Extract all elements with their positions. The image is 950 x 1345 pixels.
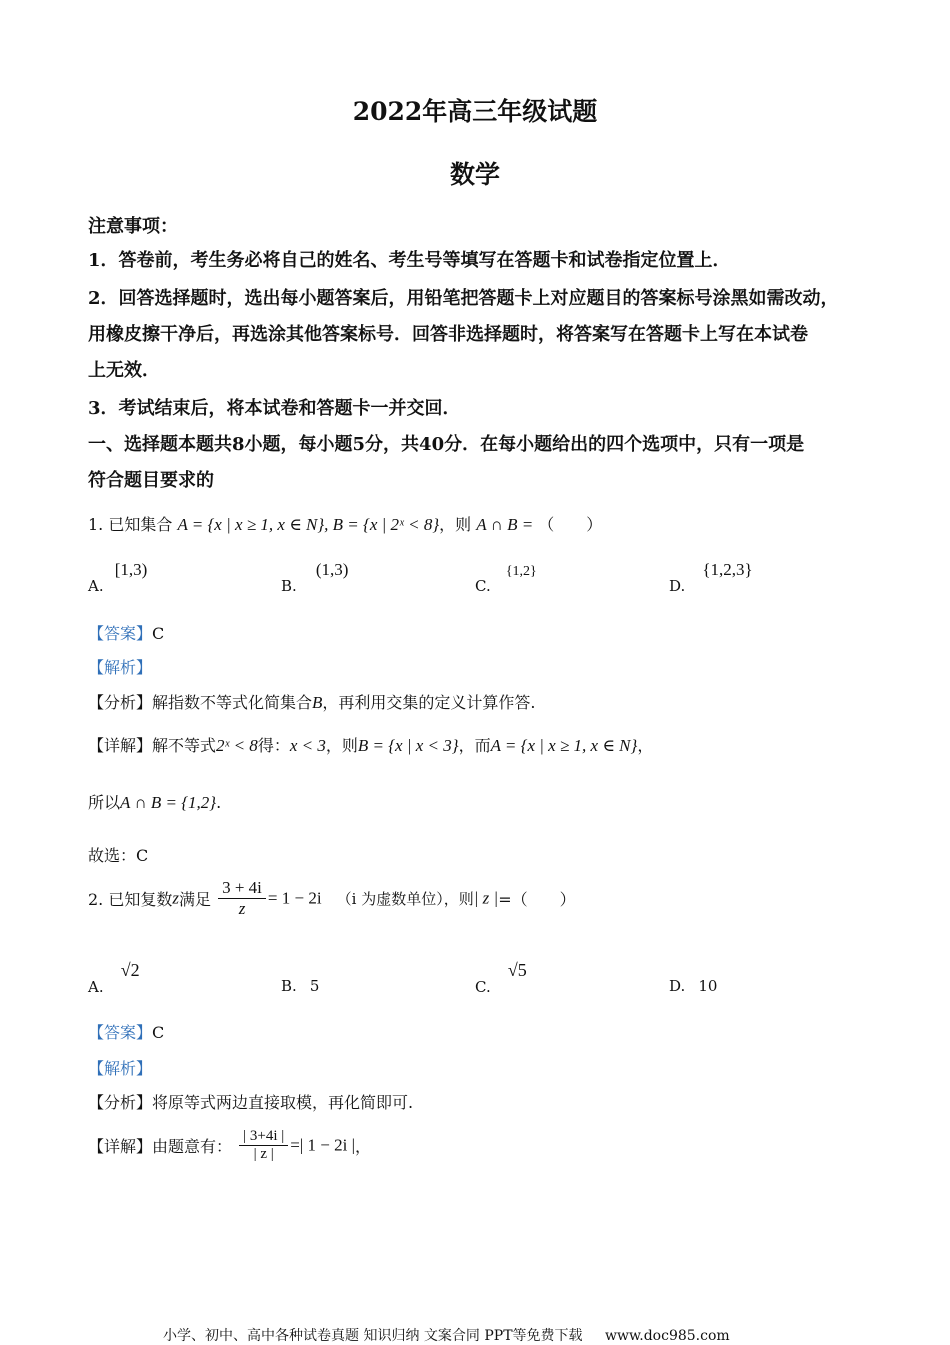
q2-note: （i 为虚数单位），则	[336, 890, 474, 908]
q2-fenxi	[88, 1090, 413, 1113]
q2-xj-num: | 3+4i |	[239, 1128, 288, 1146]
q1-paren: （ ）	[538, 515, 603, 534]
q2-frac-den: z	[238, 899, 246, 918]
section-heading-line1: 一、选择题本题共8小题，每小题5分，共40分．在每小题给出的四个选项中，只有一项是	[88, 434, 805, 455]
q2-option-c	[475, 960, 527, 996]
q1-option-a	[88, 560, 148, 595]
q1-answer-value: C	[152, 624, 165, 643]
q2-option-c-letter: C.	[475, 978, 491, 996]
q2-answer-label: 【答案】	[88, 1023, 153, 1042]
q1-set-a: A = {x | x ≥ 1, x ∈ N}	[177, 515, 325, 534]
q1-option-d	[669, 560, 753, 595]
q1-stem	[88, 512, 602, 535]
q1-answer-label: 【答案】	[88, 624, 153, 643]
q2-option-b-letter: B.	[281, 977, 297, 995]
q1-expr: A ∩ B =	[476, 515, 534, 534]
q1-xj-ineq: 2ˣ < 8	[216, 736, 258, 755]
q1-suoyi	[88, 790, 221, 813]
q2-prefix: 2. 已知复数	[88, 890, 173, 909]
q1-xj-5: ，	[637, 736, 654, 755]
q2-option-c-value: √5	[507, 960, 527, 980]
q1-xiangjie-label: 【详解】	[88, 736, 153, 755]
q1-analysis-label: 【解析】	[88, 658, 153, 677]
section-heading-line2: 符合题目要求的	[88, 470, 214, 491]
q2-manzu: 满足	[178, 890, 211, 909]
notice-item-3: 3．考试结束后，将本试卷和答题卡一并交回．	[88, 398, 461, 419]
q2-option-d-value: 10	[698, 977, 718, 995]
q2-fenxi-label: 【分析】	[88, 1093, 153, 1112]
footer	[163, 1325, 730, 1345]
q2-fenxi-text: 将原等式两边直接取模，再化简即可.	[152, 1093, 414, 1112]
q1-option-a-value: [1,3)	[114, 560, 148, 579]
notice-item-2-line1: 2．回答选择题时，选出每小题答案后，用铅笔把答题卡上对应题目的答案标号涂黑如需改动，	[88, 288, 839, 309]
q1-fenxi-text: 解指数不等式化简集合	[152, 693, 313, 712]
q1-mid: ，则	[439, 515, 472, 534]
q1-fenxi	[88, 690, 536, 713]
subject-title: 数学	[449, 160, 500, 189]
q2-eq-paren: =（ ）	[498, 890, 576, 909]
q1-option-c-value: {1,2}	[505, 564, 537, 579]
q2-analysis-label: 【解析】	[88, 1059, 153, 1078]
q2-answer	[88, 1020, 164, 1043]
q1-xj-b: B = {x | x < 3}	[357, 736, 459, 755]
footer-text: 小学、初中、高中各种试卷真题 知识归纳 文案合同 PPT等免费下载	[163, 1328, 583, 1344]
q2-rhs: = 1 − 2i	[267, 888, 322, 908]
q1-option-a-letter: A.	[88, 577, 104, 595]
q2-answer-value: C	[152, 1023, 165, 1042]
q1-fenxi-label: 【分析】	[88, 693, 153, 712]
q1-option-b-value: (1,3)	[315, 560, 349, 579]
q1-set-b: , B = {x | 2ˣ < 8}	[324, 515, 440, 534]
q1-guxuan: 故选：C	[88, 846, 149, 865]
q1-fenxi-tail: ，再利用交集的定义计算作答.	[322, 693, 536, 712]
q1-suoyi-label: 所以	[88, 793, 121, 812]
q2-xj-den: | z |	[253, 1146, 274, 1162]
q2-xj-end: ，	[354, 1137, 371, 1156]
q2-stem	[88, 878, 576, 919]
q1-answer	[88, 621, 164, 644]
q2-option-a-value: √2	[120, 960, 140, 980]
q1-option-b-letter: B.	[281, 577, 297, 595]
q1-xiangjie	[88, 733, 653, 756]
q2-option-d	[669, 976, 717, 995]
q1-fenxi-var: B	[312, 693, 323, 712]
q2-z: z	[172, 888, 179, 908]
q1-option-b	[281, 560, 349, 595]
q2-option-a-letter: A.	[88, 978, 104, 996]
q2-option-b-value: 5	[309, 977, 320, 995]
q2-xiangjie	[88, 1128, 371, 1163]
q2-xj-rhs: =| 1 − 2i |	[290, 1135, 355, 1155]
notice-heading: 注意事项：	[88, 216, 178, 237]
q1-xj-res: x < 3	[289, 736, 326, 755]
q1-suoyi-expr: A ∩ B = {1,2}	[120, 793, 217, 812]
q2-frac-num: 3 + 4i	[218, 878, 266, 899]
notice-item-1: 1．答卷前，考生务必将自己的姓名、考生号等填写在答题卡和试卷指定位置上．	[88, 250, 731, 271]
q1-prefix: 1. 已知集合	[88, 515, 173, 534]
q1-suoyi-end: .	[216, 793, 222, 812]
q2-option-b	[281, 976, 319, 995]
notice-item-2-line2: 用橡皮擦干净后，再选涂其他答案标号．回答非选择题时，将答案写在答题卡上写在本试卷	[88, 324, 808, 345]
footer-url[interactable]: www.doc985.com	[604, 1328, 730, 1344]
q1-xj-1: 解不等式	[152, 736, 217, 755]
q1-xj-2: 得：	[257, 736, 290, 755]
q2-xj-fraction	[239, 1128, 288, 1163]
q2-xiangjie-label: 【详解】	[88, 1137, 153, 1156]
q2-option-a	[88, 960, 140, 996]
q1-option-d-value: {1,2,3}	[702, 560, 753, 579]
q1-option-c-letter: C.	[475, 577, 491, 595]
q2-fraction	[218, 878, 266, 919]
q1-option-d-letter: D.	[669, 577, 686, 595]
q1-option-c	[475, 560, 537, 595]
notice-item-2-line3: 上无效．	[88, 360, 160, 381]
page-title: 2022年高三年级试题	[352, 97, 598, 126]
q1-xj-4: ，而	[458, 736, 491, 755]
q2-xj-1: 由题意有：	[152, 1137, 233, 1156]
q2-absz: | z |	[473, 888, 499, 908]
q1-xj-3: ，则	[325, 736, 358, 755]
q1-xj-a: A = {x | x ≥ 1, x ∈ N}	[490, 736, 638, 755]
q2-option-d-letter: D.	[669, 977, 686, 995]
